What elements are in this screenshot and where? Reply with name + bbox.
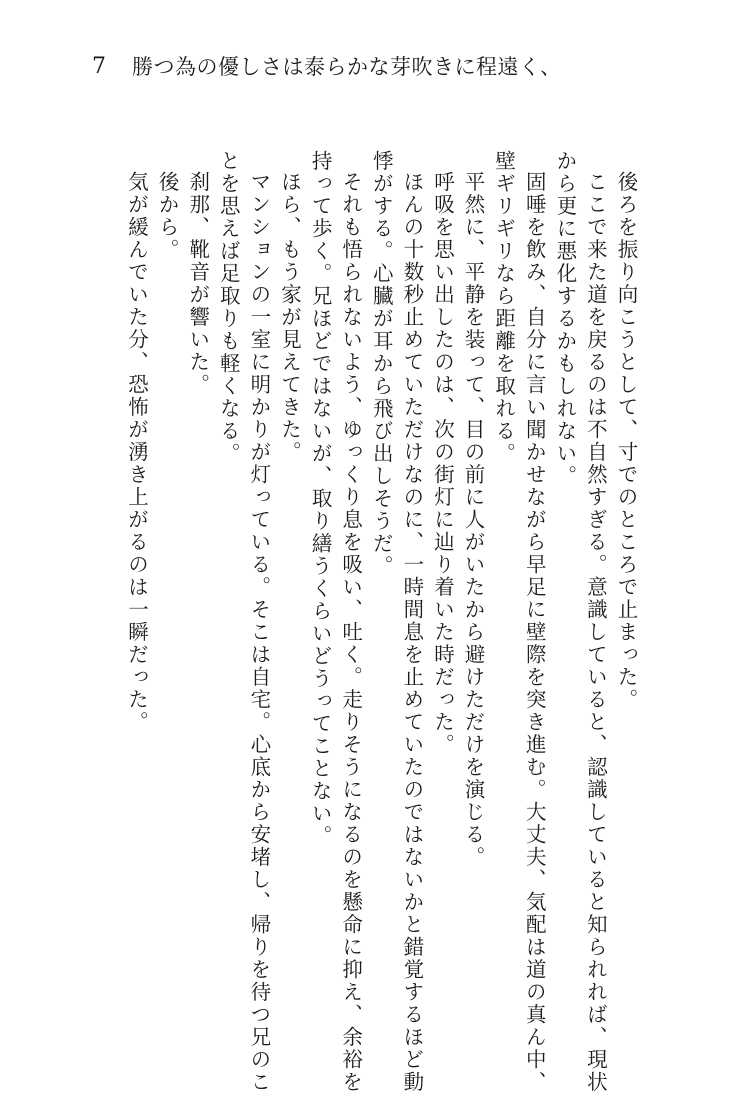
text-line: 後ろを振り向こうとして、寸でのところで止まった。 bbox=[614, 170, 638, 711]
running-title: 勝つ為の優しさは泰らかな芽吹きに程遠く、 bbox=[132, 55, 562, 79]
text-line: ほら、もう家が見えてきた。 bbox=[277, 170, 302, 463]
text-line: から更に悪化するかもしれない。 bbox=[552, 150, 577, 488]
text-line: 固唾を飲み、自分に言い聞かせながら早足に壁際を突き進む。大丈夫、気配は道の真ん中、 bbox=[522, 170, 547, 1093]
text-line: 呼吸を思い出したのは、次の街灯に辿り着いた時だった。 bbox=[430, 170, 455, 756]
text-line: 後から。 bbox=[155, 170, 180, 261]
text-line: 平然に、平静を装って、目の前に人がいたから避けただけを演じる。 bbox=[461, 170, 486, 868]
text-line: 刹那、靴音が響いた。 bbox=[185, 170, 210, 396]
text-line: とを思えば足取りも軽くなる。 bbox=[216, 150, 241, 465]
vertical-body-text bbox=[121, 150, 641, 1093]
text-line: それも悟られないよう、ゆっくり息を吸い、吐く。走りそうになるのを懸命に抑え、余裕を bbox=[338, 170, 363, 1093]
text-line: 悸がする。心臓が耳から飛び出しそうだ。 bbox=[369, 150, 394, 578]
text-line: ほんの十数秒止めていただけなのに、一時間息を止めていたのではないかと錯覚するほど動 bbox=[399, 170, 424, 1093]
text-line: 気が緩んでいた分、恐怖が湧き上がるのは一瞬だった。 bbox=[124, 170, 149, 733]
text-line: マンションの一室に明かりが灯っている。そこは自宅。心底から安堵し、帰りを待つ兄のこ bbox=[246, 170, 271, 1093]
text-line: ここで来た道を戻るのは不自然すぎる。意識していると、認識していると知られれば、現状 bbox=[583, 170, 608, 1093]
page-number: 7 bbox=[92, 54, 106, 79]
text-line: 壁ギリギリなら距離を取れる。 bbox=[491, 150, 516, 465]
text-line: 持って歩く。兄ほどではないが、取り繕うくらいどうってことない。 bbox=[308, 150, 333, 848]
